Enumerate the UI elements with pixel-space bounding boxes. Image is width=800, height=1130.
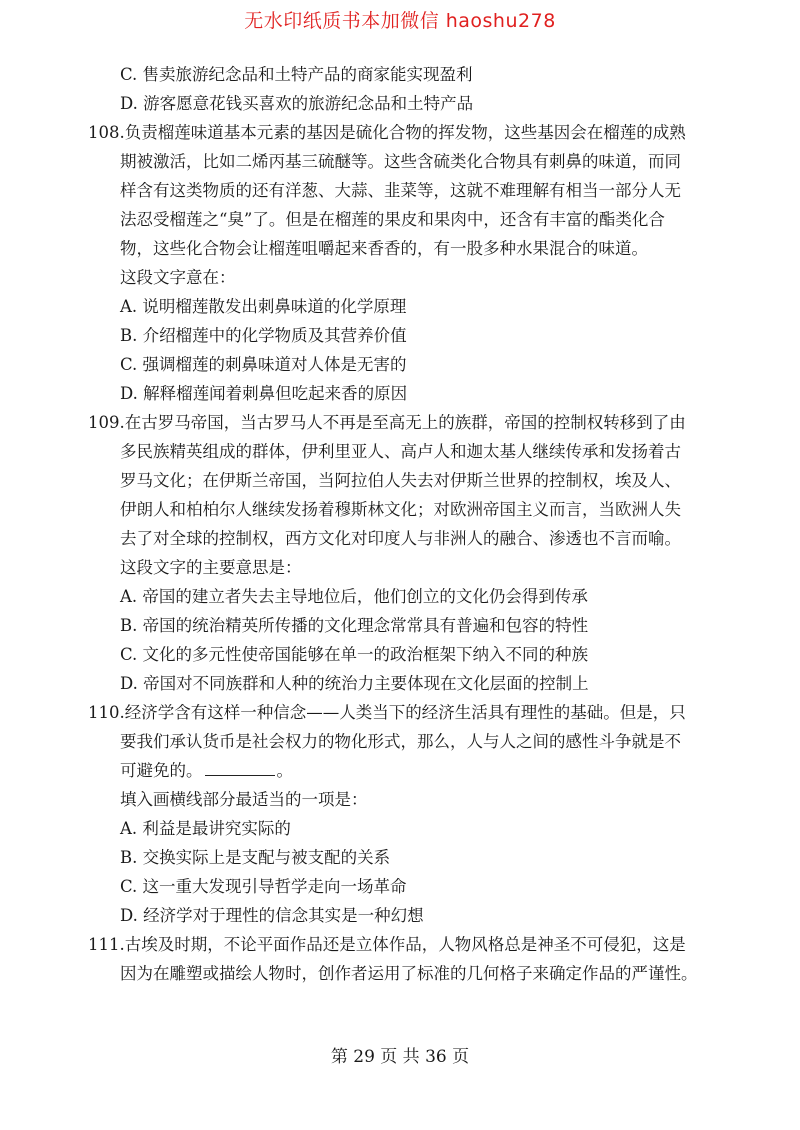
q108-stem-line: 108.负责榴莲味道基本元素的基因是硫化合物的挥发物，这些基因会在榴莲的成熟 bbox=[88, 123, 686, 142]
q111-stem-line: 111.古埃及时期，不论平面作品还是立体作品，人物风格总是神圣不可侵犯，这是 bbox=[88, 935, 686, 954]
q110-stem-line: 110.经济学含有这样一种信念——人类当下的经济生活具有理性的基础。但是，只 bbox=[88, 703, 686, 722]
q107-option-d: D. 游客愿意花钱买喜欢的旅游纪念品和土特产品 bbox=[120, 94, 474, 113]
q108-prompt: 这段文字意在： bbox=[120, 268, 236, 287]
watermark-header: 无水印纸质书本加微信 haoshu278 bbox=[244, 10, 556, 32]
q107-option-c: C. 售卖旅游纪念品和土特产品的商家能实现盈利 bbox=[120, 65, 473, 84]
q109-stem-line: 罗马文化；在伊斯兰帝国，当阿拉伯人失去对伊斯兰世界的控制权，埃及人、 bbox=[120, 471, 681, 490]
q110-stem-last-line bbox=[88, 756, 728, 785]
page-content bbox=[88, 60, 728, 988]
q109-prompt: 这段文字的主要意思是： bbox=[120, 558, 302, 577]
q110-text-before-blank: 可避免的。 bbox=[120, 761, 203, 780]
q108-option-d: D. 解释榴莲闻着刺鼻但吃起来香的原因 bbox=[120, 384, 408, 403]
q108-option-b: B. 介绍榴莲中的化学物质及其营养价值 bbox=[120, 326, 407, 345]
q109-stem-line: 去了对全球的控制权，西方文化对印度人与非洲人的融合、渗透也不言而喻。 bbox=[120, 529, 681, 548]
q108-stem-line: 物，这些化合物会让榴莲咀嚼起来香香的，有一股多种水果混合的味道。 bbox=[120, 239, 648, 258]
q109-option-c: C. 文化的多元性使帝国能够在单一的政治框架下纳入不同的种族 bbox=[120, 645, 589, 664]
q110-option-a: A. 利益是最讲究实际的 bbox=[120, 819, 291, 838]
q110-text-after-blank: 。 bbox=[276, 761, 293, 780]
q109-option-a: A. 帝国的建立者失去主导地位后，他们创立的文化仍会得到传承 bbox=[120, 587, 588, 606]
q108-option-a: A. 说明榴莲散发出刺鼻味道的化学原理 bbox=[120, 297, 407, 316]
q110-option-d: D. 经济学对于理性的信念其实是一种幻想 bbox=[120, 906, 424, 925]
q108-option-c: C. 强调榴莲的刺鼻味道对人体是无害的 bbox=[120, 355, 407, 374]
q109-stem-line: 多民族精英组成的群体，伊利里亚人、高卢人和迦太基人继续传承和发扬着古 bbox=[120, 442, 681, 461]
q110-option-c: C. 这一重大发现引导哲学走向一场革命 bbox=[120, 877, 407, 896]
q109-stem-line: 伊朗人和柏柏尔人继续发扬着穆斯林文化；对欧洲帝国主义而言，当欧洲人失 bbox=[120, 500, 681, 519]
q108-stem-line: 法忍受榴莲之“臭”了。但是在榴莲的果皮和果肉中，还含有丰富的酯类化合 bbox=[120, 210, 665, 229]
q110-stem-line: 要我们承认货币是社会权力的物化形式，那么，人与人之间的感性斗争就是不 bbox=[120, 732, 681, 751]
q108-stem-line: 期被激活，比如二烯丙基三硫醚等。这些含硫类化合物具有刺鼻的味道，而同 bbox=[120, 152, 681, 171]
page-number-footer: 第 29 页 共 36 页 bbox=[330, 1047, 470, 1067]
q108-stem-line: 样含有这类物质的还有洋葱、大蒜、韭菜等，这就不难理解有相当一部分人无 bbox=[120, 181, 681, 200]
q109-option-d: D. 帝国对不同族群和人种的统治力主要体现在文化层面的控制上 bbox=[120, 674, 589, 693]
q109-stem-line: 109.在古罗马帝国，当古罗马人不再是至高无上的族群，帝国的控制权转移到了由 bbox=[88, 413, 686, 432]
fill-in-blank bbox=[205, 761, 275, 776]
q109-option-b: B. 帝国的统治精英所传播的文化理念常常具有普遍和包容的特性 bbox=[120, 616, 589, 635]
q110-option-b: B. 交换实际上是支配与被支配的关系 bbox=[120, 848, 391, 867]
q110-prompt: 填入画横线部分最适当的一项是： bbox=[120, 790, 368, 809]
q111-stem-line: 因为在雕塑或描绘人物时，创作者运用了标准的几何格子来确定作品的严谨性。 bbox=[120, 964, 698, 983]
